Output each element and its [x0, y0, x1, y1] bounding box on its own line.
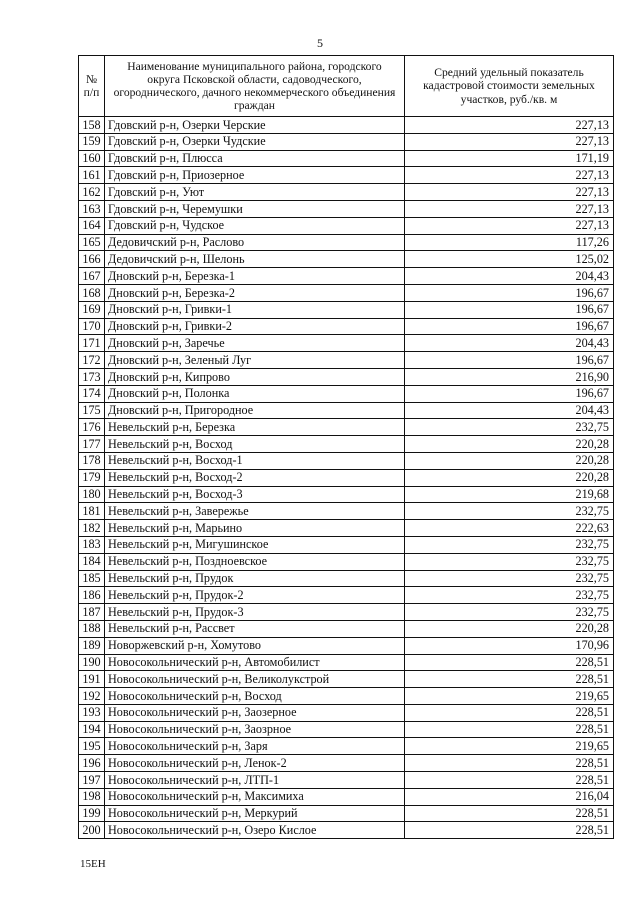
row-number: 169 [79, 301, 105, 318]
row-number: 176 [79, 419, 105, 436]
table-row [79, 822, 614, 839]
table-row [79, 688, 614, 705]
row-value: 227,13 [404, 217, 613, 234]
table-row [79, 721, 614, 738]
row-value: 227,13 [404, 184, 613, 201]
row-number: 185 [79, 570, 105, 587]
row-number: 199 [79, 805, 105, 822]
row-number: 160 [79, 150, 105, 167]
row-number: 181 [79, 503, 105, 520]
table-row [79, 385, 614, 402]
table-row [79, 419, 614, 436]
row-name: Невельский р-н, Прудок-2 [104, 587, 404, 604]
row-number: 188 [79, 620, 105, 637]
table-row [79, 738, 614, 755]
row-value: 232,75 [404, 587, 613, 604]
row-number: 177 [79, 436, 105, 453]
row-name: Новосокольнический р-н, Меркурий [104, 805, 404, 822]
row-name: Дновский р-н, Кипрово [104, 368, 404, 385]
row-number: 187 [79, 604, 105, 621]
row-number: 162 [79, 184, 105, 201]
row-name: Новосокольнический р-н, Автомобилист [104, 654, 404, 671]
row-number: 172 [79, 352, 105, 369]
row-name: Невельский р-н, Восход-1 [104, 452, 404, 469]
row-value: 220,28 [404, 436, 613, 453]
row-value: 227,13 [404, 133, 613, 150]
row-name: Невельский р-н, Прудок-3 [104, 604, 404, 621]
row-name: Новосокольнический р-н, Заозрное [104, 721, 404, 738]
row-number: 178 [79, 452, 105, 469]
row-number: 194 [79, 721, 105, 738]
row-name: Дновский р-н, Гривки-1 [104, 301, 404, 318]
row-number: 198 [79, 788, 105, 805]
row-name: Невельский р-н, Березка [104, 419, 404, 436]
table-row [79, 133, 614, 150]
row-number: 175 [79, 402, 105, 419]
row-value: 232,75 [404, 604, 613, 621]
row-value: 196,67 [404, 284, 613, 301]
row-name: Невельский р-н, Мигушинское [104, 536, 404, 553]
header-name: Наименование муниципального района, городского округа Псковской области, садоводческого, огороднического, дачного некоммерческого объединения граждан [104, 56, 404, 117]
table-row [79, 486, 614, 503]
table-row [79, 150, 614, 167]
table-row [79, 637, 614, 654]
row-number: 180 [79, 486, 105, 503]
header-value: Средний удельный показатель кадастровой стоимости земельных участков, руб./кв. м [404, 56, 613, 117]
table-body [79, 117, 614, 839]
row-value: 228,51 [404, 805, 613, 822]
row-number: 190 [79, 654, 105, 671]
row-name: Новосокольнический р-н, Заозерное [104, 704, 404, 721]
row-value: 228,51 [404, 721, 613, 738]
row-value: 196,67 [404, 301, 613, 318]
table-row [79, 301, 614, 318]
row-number: 167 [79, 268, 105, 285]
table-row [79, 217, 614, 234]
row-name: Невельский р-н, Рассвет [104, 620, 404, 637]
row-number: 168 [79, 284, 105, 301]
row-value: 219,68 [404, 486, 613, 503]
row-number: 173 [79, 368, 105, 385]
row-name: Гдовский р-н, Уют [104, 184, 404, 201]
table-row [79, 469, 614, 486]
row-number: 191 [79, 671, 105, 688]
row-value: 117,26 [404, 234, 613, 251]
row-number: 196 [79, 755, 105, 772]
row-value: 196,67 [404, 385, 613, 402]
table-row [79, 520, 614, 537]
table-row [79, 553, 614, 570]
table-row [79, 604, 614, 621]
table-row [79, 452, 614, 469]
row-value: 220,28 [404, 620, 613, 637]
row-name: Невельский р-н, Восход-2 [104, 469, 404, 486]
row-number: 171 [79, 335, 105, 352]
row-name: Невельский р-н, Марьино [104, 520, 404, 537]
table-row [79, 436, 614, 453]
row-value: 171,19 [404, 150, 613, 167]
row-value: 204,43 [404, 335, 613, 352]
row-value: 220,28 [404, 469, 613, 486]
row-value: 170,96 [404, 637, 613, 654]
table-row [79, 234, 614, 251]
row-name: Дновский р-н, Гривки-2 [104, 318, 404, 335]
row-value: 204,43 [404, 402, 613, 419]
row-number: 158 [79, 117, 105, 134]
row-value: 227,13 [404, 200, 613, 217]
row-value: 232,75 [404, 553, 613, 570]
row-value: 232,75 [404, 536, 613, 553]
row-value: 219,65 [404, 688, 613, 705]
table-row [79, 335, 614, 352]
table-header-row [79, 56, 614, 117]
row-name: Дедовичский р-н, Шелонь [104, 251, 404, 268]
row-number: 193 [79, 704, 105, 721]
table-row [79, 368, 614, 385]
row-name: Гдовский р-н, Плюсса [104, 150, 404, 167]
row-value: 196,67 [404, 318, 613, 335]
row-name: Дновский р-н, Зеленый Луг [104, 352, 404, 369]
row-name: Новосокольнический р-н, Ленок-2 [104, 755, 404, 772]
row-value: 219,65 [404, 738, 613, 755]
table-row [79, 117, 614, 134]
row-name: Дновский р-н, Полонка [104, 385, 404, 402]
row-value: 222,63 [404, 520, 613, 537]
table-row [79, 318, 614, 335]
row-name: Новоржевский р-н, Хомутово [104, 637, 404, 654]
row-number: 186 [79, 587, 105, 604]
table-row [79, 805, 614, 822]
row-name: Невельский р-н, Завережье [104, 503, 404, 520]
table-row [79, 503, 614, 520]
table-row [79, 167, 614, 184]
table-row [79, 654, 614, 671]
row-name: Дедовичский р-н, Раслово [104, 234, 404, 251]
row-name: Новосокольнический р-н, Великолукстрой [104, 671, 404, 688]
row-value: 196,67 [404, 352, 613, 369]
table-row [79, 755, 614, 772]
row-name: Невельский р-н, Прудок [104, 570, 404, 587]
row-number: 197 [79, 772, 105, 789]
footer-code: 15ЕН [80, 858, 106, 870]
row-number: 183 [79, 536, 105, 553]
table-row [79, 620, 614, 637]
table-row [79, 536, 614, 553]
table-row [79, 184, 614, 201]
row-number: 184 [79, 553, 105, 570]
row-number: 170 [79, 318, 105, 335]
row-value: 220,28 [404, 452, 613, 469]
row-number: 159 [79, 133, 105, 150]
row-value: 232,75 [404, 570, 613, 587]
row-value: 232,75 [404, 419, 613, 436]
table-row [79, 352, 614, 369]
row-value: 216,90 [404, 368, 613, 385]
row-number: 164 [79, 217, 105, 234]
table-row [79, 788, 614, 805]
header-number: № п/п [79, 56, 105, 117]
row-name: Дновский р-н, Березка-2 [104, 284, 404, 301]
row-name: Невельский р-н, Восход [104, 436, 404, 453]
row-number: 192 [79, 688, 105, 705]
row-value: 216,04 [404, 788, 613, 805]
row-number: 163 [79, 200, 105, 217]
row-name: Новосокольнический р-н, Озеро Кислое [104, 822, 404, 839]
row-name: Гдовский р-н, Приозерное [104, 167, 404, 184]
row-name: Дновский р-н, Березка-1 [104, 268, 404, 285]
row-number: 161 [79, 167, 105, 184]
row-value: 232,75 [404, 503, 613, 520]
row-name: Невельский р-н, Восход-3 [104, 486, 404, 503]
row-name: Гдовский р-н, Черемушки [104, 200, 404, 217]
table-row [79, 268, 614, 285]
row-name: Гдовский р-н, Чудское [104, 217, 404, 234]
row-name: Новосокольнический р-н, Заря [104, 738, 404, 755]
row-value: 228,51 [404, 755, 613, 772]
table-row [79, 284, 614, 301]
table-row [79, 671, 614, 688]
row-value: 228,51 [404, 822, 613, 839]
row-number: 165 [79, 234, 105, 251]
row-value: 228,51 [404, 772, 613, 789]
row-number: 189 [79, 637, 105, 654]
page-number: 5 [317, 36, 323, 50]
table-row [79, 570, 614, 587]
row-value: 228,51 [404, 654, 613, 671]
table-row [79, 200, 614, 217]
cadastral-value-table [78, 55, 614, 839]
table-row [79, 402, 614, 419]
row-name: Гдовский р-н, Озерки Чудские [104, 133, 404, 150]
row-value: 228,51 [404, 704, 613, 721]
row-name: Новосокольнический р-н, ЛТП-1 [104, 772, 404, 789]
row-value: 125,02 [404, 251, 613, 268]
row-number: 174 [79, 385, 105, 402]
row-number: 182 [79, 520, 105, 537]
row-value: 228,51 [404, 671, 613, 688]
row-number: 166 [79, 251, 105, 268]
row-value: 227,13 [404, 117, 613, 134]
row-value: 227,13 [404, 167, 613, 184]
row-number: 200 [79, 822, 105, 839]
table-row [79, 772, 614, 789]
row-name: Невельский р-н, Поздноевское [104, 553, 404, 570]
row-name: Новосокольнический р-н, Восход [104, 688, 404, 705]
row-name: Дновский р-н, Пригородное [104, 402, 404, 419]
row-number: 179 [79, 469, 105, 486]
table-row [79, 587, 614, 604]
row-name: Дновский р-н, Заречье [104, 335, 404, 352]
row-number: 195 [79, 738, 105, 755]
row-value: 204,43 [404, 268, 613, 285]
table-row [79, 704, 614, 721]
row-name: Гдовский р-н, Озерки Черские [104, 117, 404, 134]
table-row [79, 251, 614, 268]
row-name: Новосокольнический р-н, Максимиха [104, 788, 404, 805]
